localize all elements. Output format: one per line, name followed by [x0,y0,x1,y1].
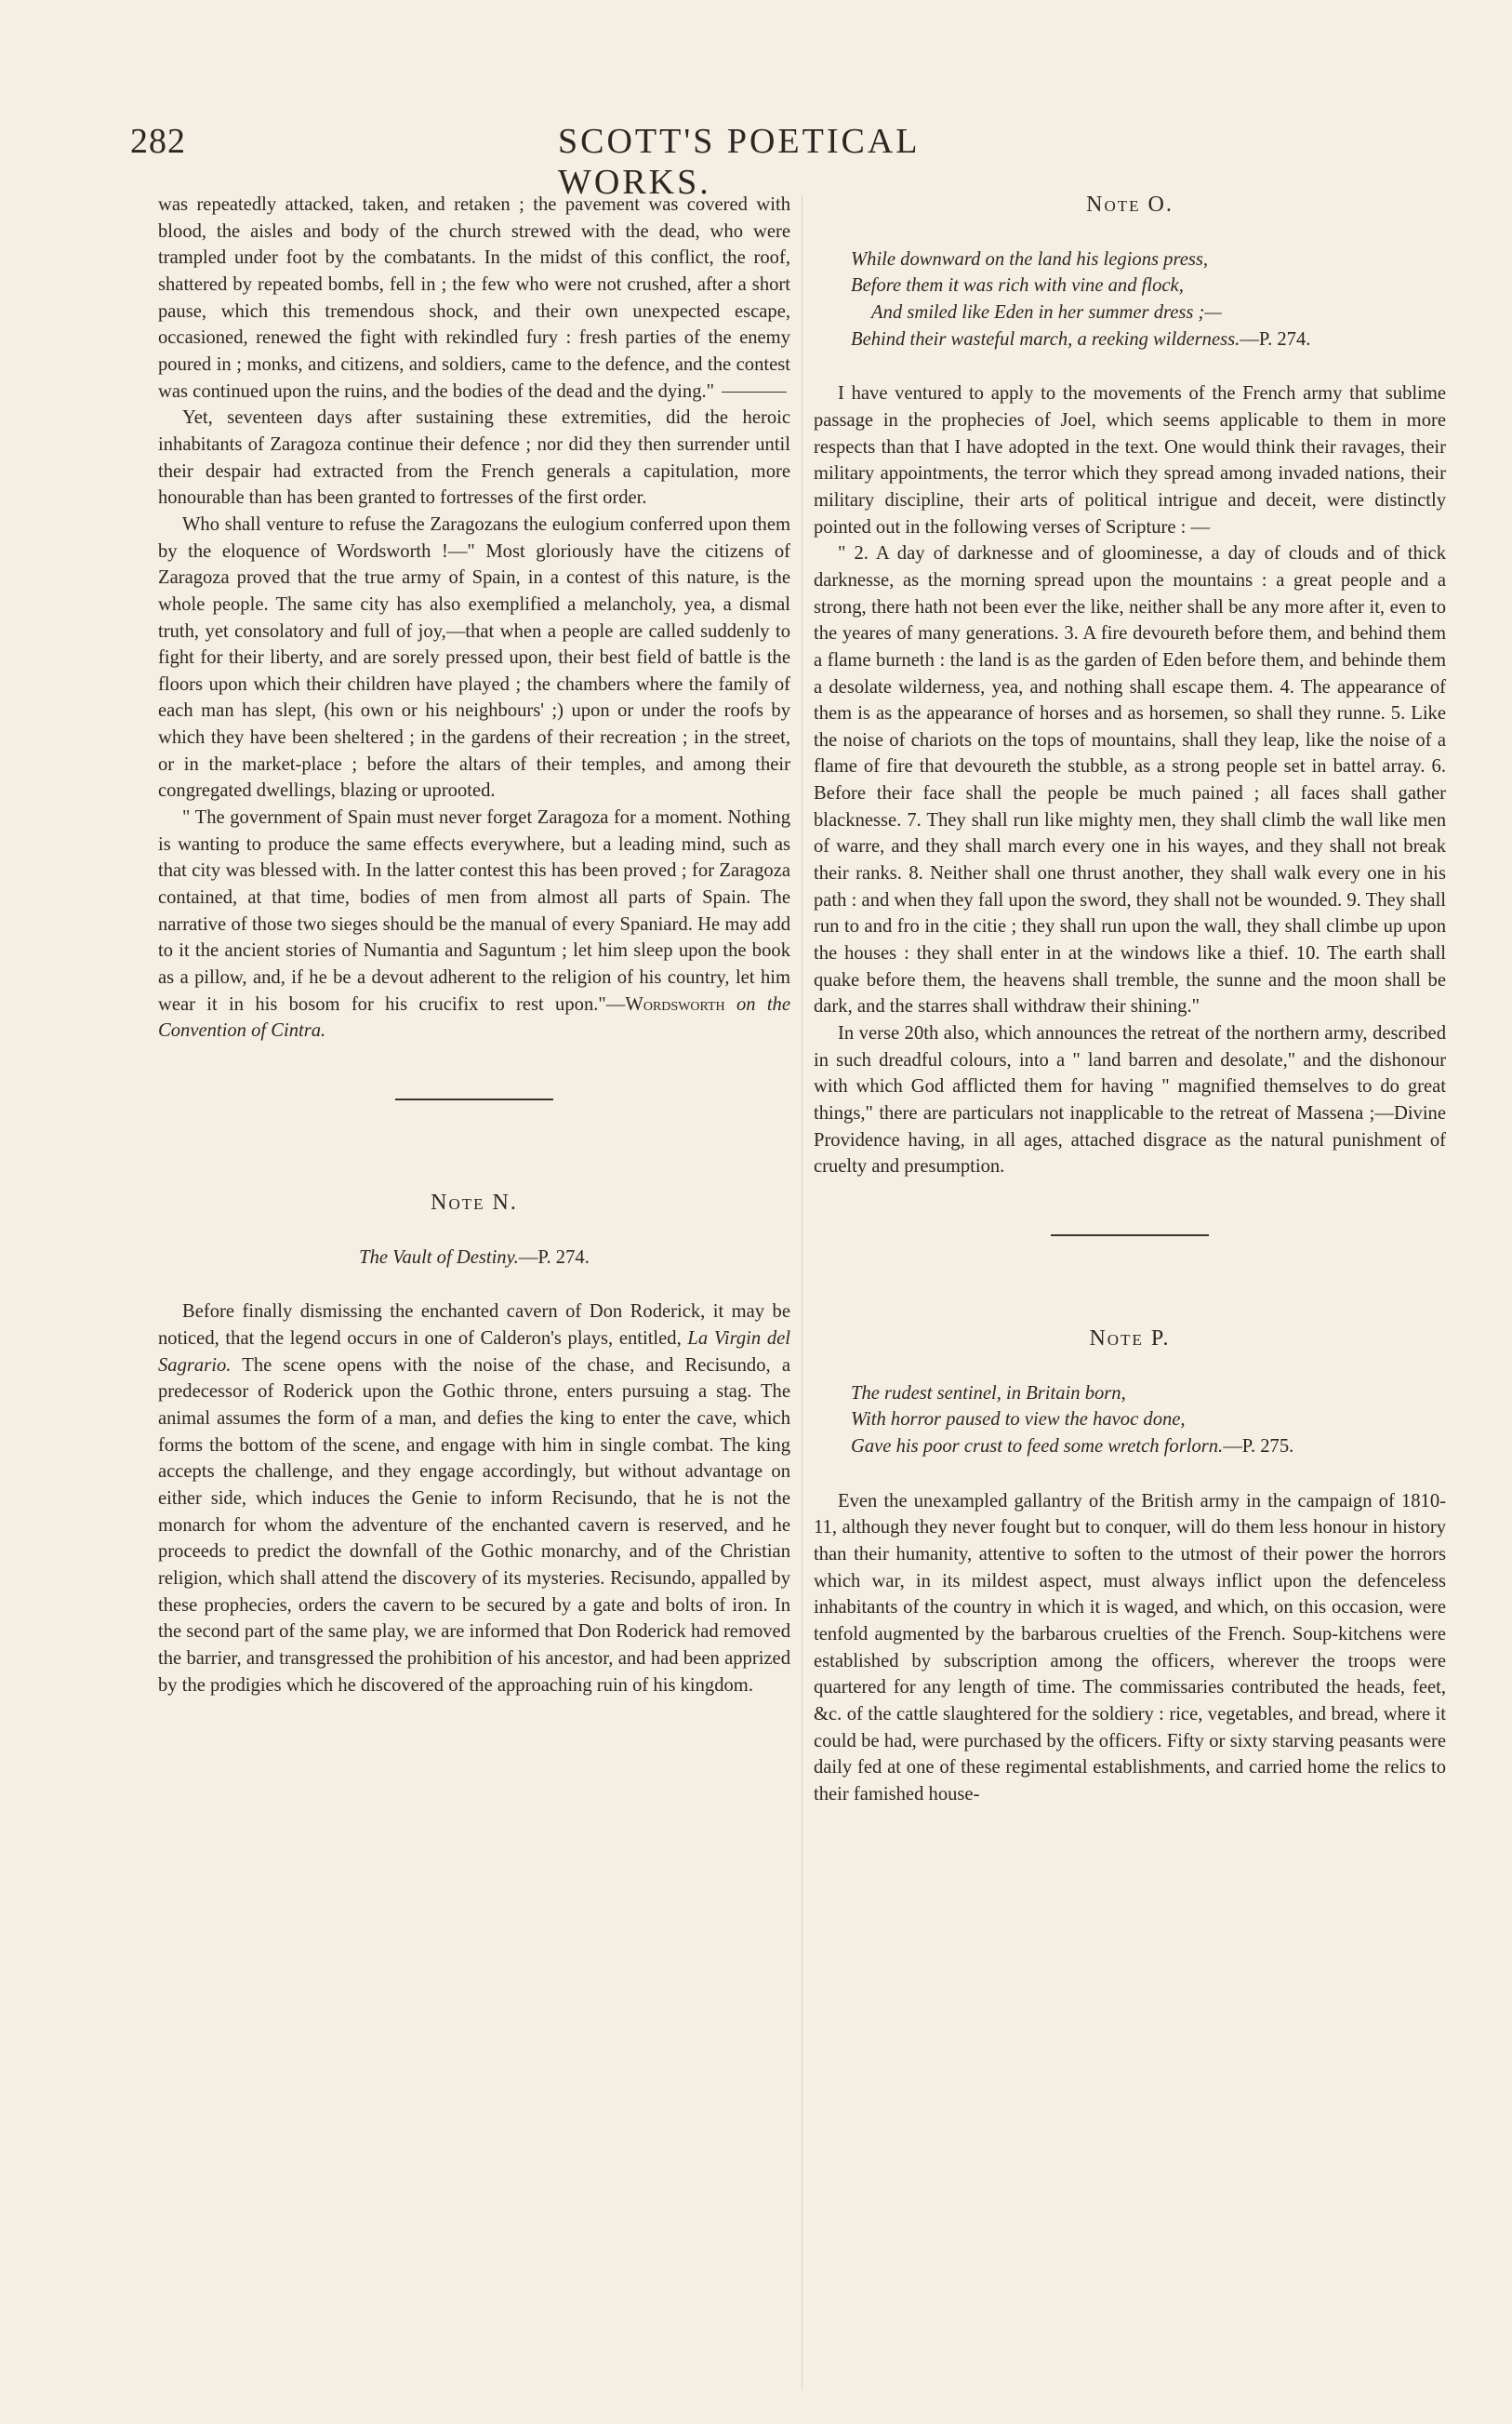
paragraph-text: Before finally dismissing the enchanted cavern of Don Roderick, it may be noticed, that the legend occurs in one of Calderon's plays, entitled, [158,1301,790,1349]
paragraph: In verse 20th also, which announces the retreat of the northern army, described in such dreadful colours, into a " land barren and desolate," and the dishonour with which God afflicted them for having " magnified themselves to do great things," there are particulars not inapplicable to the retreat of Massena ;—Divine Providence having, in all ages, attached disgrace as the natural punishment of cruelty and presumption. [814,1023,1446,1178]
paragraph-text: The scene opens with the noise of the chase, and Recisundo, a predecessor of Roderick upon the Gothic throne, enters pursuing a stag. The animal assumes the form of a man, and defies the king to enter the cave, which forms the bottom of the scene, and engage with him in single combat. The king accepts the challenge, and they engage accordingly, but without advantage on either side, which induces the Genie to inform Recisundo, that he is not the monarch for whom the adventure of the enchanted cavern is reserved, and he proceeds to predict the downfall of the Gothic monarchy, and of the Christian religion, which shall attend the discovery of its mysteries. Recisundo, appalled by these prophecies, orders the cavern to be secured by a gate and bolts of iron. In the second part of the same play, we are informed that Don Roderick had removed the barrier, and transgressed the prohibition of his ancestor, and had been apprized by the prodigies which he discovered of the approaching ruin of his kingdom. [158,1354,791,1696]
right-column [814,192,1446,1807]
play-title: La Virgin del Sagrario. [158,1327,790,1376]
note-reference [158,1245,790,1272]
paragraph: " 2. A day of darknesse and of gloominesse, a day of clouds and of thick darknesse, as the morning spread upon the mountains : a great people and a strong, there hath not been ever the like, neither shall be any more after it, even to the yeares of many generations. 3. A fire devoureth before them, and behind them a flame burneth : the land is as the garden of Eden before them, and behinde them a desolate wilderness, yea, and nothing shall escape them. 4. The appearance of them is as the appearance of horses and as horsemen, so shall they runne. 5. Like the noise of chariots on the tops of mountains, shall they leap, like the noise of a flame of fire that devoureth the stubble, as a strong people set in battel array. 6. Before their face shall the people be much pained ; all faces shall gather blacknesse. 7. They shall run like mighty men, they shall climb the wall like men of warre, and they shall march every one in his wayes, and they shall not break their ranks. 8. Neither shall one thrust another, they shall walk every one in his path : and when they fall upon the sword, they shall not be wounded. 9. They shall run to and fro in the citie ; they shall run upon the wall, they shall climbe up upon the houses : they shall enter in at the windows like a thief. 10. The earth shall quake before them, the heavens shall tremble, the sunne and the moon shall be dark, and the starres shall withdraw their shining." [814,543,1446,1018]
verse-quote [851,1380,1446,1460]
note-heading: Note O. [1086,193,1174,217]
section-rule [1051,1234,1209,1236]
verse-line: With horror paused to view the havoc done, [851,1409,1186,1431]
reference-page: —P. 274. [1240,328,1311,350]
verse-text: Gave his poor crust to feed some wretch forlorn. [851,1435,1224,1457]
paragraph [158,805,790,1045]
paragraph [158,192,790,405]
paragraph: Yet, seventeen days after sustaining these extremities, did the heroic inhabitants of Zaragoza continue their defence ; nor did they then surrender until their despair had extracted from the French generals a capitulation, more honourable than has been granted to fortresses of the first order. [158,407,790,509]
paragraph: I have ventured to apply to the movements of the French army that sublime passage in the prophecies of Joel, which seems applicable to them in more respects than that I have adopted in the text. One would think their ravages, their military appointments, the terror which they spread among invaded nations, their military discipline, their arts of political intrigue and deceit, were distinctly pointed out in the following verses of Scripture : — [814,383,1446,538]
reference-page: —P. 274. [518,1246,590,1268]
running-title: SCOTT'S POETICAL WORKS. [558,122,920,202]
reference-page: —P. 275. [1223,1435,1294,1457]
page-number: 282 [130,122,186,161]
running-head [130,121,1060,202]
verse-line: Before them it was rich with vine and flock, [851,275,1184,297]
left-column [158,192,790,1698]
author-name: Wordsworth [625,993,725,1015]
inline-rule [722,392,787,393]
paragraph [158,1299,790,1698]
verse-line: While downward on the land his legions press, [851,248,1209,270]
note-heading: Note N. [431,1191,518,1215]
verse-line [851,326,1446,353]
paragraph: Even the unexampled gallantry of the British army in the campaign of 1810-11, although they never fought but to conquer, will do them less honour in history than their humanity, attentive to soften to the utmost of their power the horrors which war, in its mildest aspect, must always inflict upon the defenceless inhabitants of the country in which it is waged, and which, on this occasion, were tenfold augmented by the barbarous cruelties of the French. Soup-kitchens were established by subscription among the officers, wherever the troops were quartered for any length of time. The commissaries contributed the heads, feet, &c. of the cattle slaughtered for the soldiery : rice, vegetables, and bread, where it could be had, were purchased by the officers. Fifty or sixty starving peasants were daily fed at one of these regimental establishments, and carried home the relics to their famished house- [814,1490,1446,1805]
section-rule [395,1099,553,1100]
source-title: on the Convention of Cintra. [158,993,790,1042]
verse-line: The rudest sentinel, in Britain born, [851,1382,1126,1404]
verse-text: Behind their wasteful march, a reeking wilderness. [851,328,1240,350]
paragraph: Who shall venture to refuse the Zaragozans the eulogium conferred upon them by the eloquence of Wordsworth !—" Most gloriously have the citizens of Zaragoza proved that the true army of Spain, in a contest of this nature, is the whole people. The same city has also exemplified a melancholy, yea, a dismal truth, yet consolatory and full of joy,—that when a people are called suddenly to fight for their liberty, and are sorely pressed upon, their best field of battle is the floors upon which their children have played ; the chambers where the family of each man has slept, (his own or his neighbours' ;) upon or under the roofs by which they have been sheltered ; in the gardens of their recreation ; in the street, or in the market-place ; before the altars of their temples, and among their congregated dwellings, blazing or uprooted. [158,513,790,802]
verse-line [851,1433,1446,1460]
paragraph-text: was repeatedly attacked, taken, and retaken ; the pavement was covered with blood, the aisles and body of the church strewed with the dead, who were trampled under foot by the combatants. In the midst of this conflict, the roof, shattered by repeated bombs, fell in ; the few who were not crushed, after a short pause, which this tremendous shock, and their own unexpected escape, occasioned, renewed the fight with rekindled fury : fresh parties of the enemy poured in ; monks, and citizens, and soldiers, came to the defence, and the contest was continued upon the ruins, and the bodies of the dead and the dying." [158,194,790,402]
note-heading: Note P. [1089,1325,1171,1351]
verse-quote [851,246,1446,353]
paragraph-text: " The government of Spain must never forget Zaragoza for a moment. Nothing is wanting to produce the same effects everywhere, but a leading mind, such as that city was blessed with. In the latter contest this has been proved ; for Zaragoza contained, at that time, bodies of men from almost all parts of Spain. The narrative of those two sieges should be the manual of every Spaniard. He may add to it the ancient stories of Numantia and Saguntum ; let him sleep upon the book as a pillow, and, if he be a devout adherent to the religion of his country, let him wear it in his bosom for his crucifix to rest upon."— [158,807,790,1015]
reference-title: The Vault of Destiny. [359,1246,519,1268]
verse-line: And smiled like Eden in her summer dress ;— [871,301,1222,323]
